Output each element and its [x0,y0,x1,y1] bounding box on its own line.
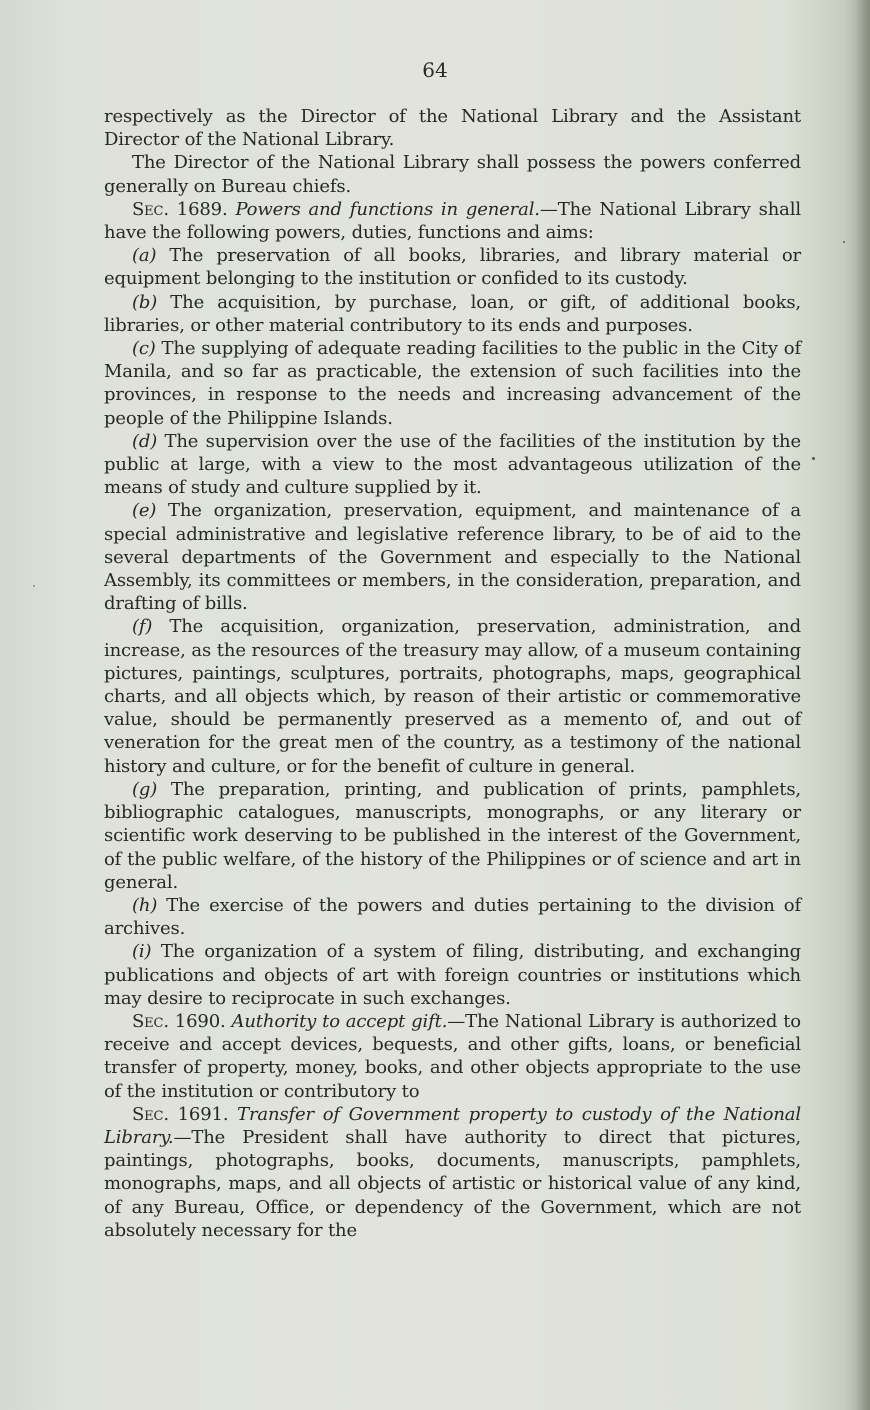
item-text: The preparation, printing, and publication of prints, pamphlets, bibliographic catalogues, manuscripts, monographs, or any literary or scientific work deserving to be published in the interest of the Government, of the public welfare, of the history of the Philippines or of science and art in general. [104,778,801,893]
ink-speck [812,457,815,460]
ink-speck [33,585,35,587]
item-text: The acquisition, by purchase, loan, or gift, of additional books, libraries, or other material contributory to its ends and purposes. [104,291,801,336]
item-label: (i) [132,941,152,963]
item-text: The acquisition, organization, preservation, administration, and increase, as the resources of the treasury may allow, of a museum containing pictures, paintings, sculptures, portraits, photographs, maps, geographical charts, and all objects which, by reason of their artistic or commemorative value, should be permanently preserved as a memento of, and out of veneration for the great men of the country, as a testimony of the national history and culture, or for the benefit of culture in general. [104,616,801,777]
item-label: (g) [132,778,158,800]
item-b [104,291,801,337]
section-heading: Authority to accept gift. [231,1010,448,1032]
item-i [104,940,801,1010]
item-label: (a) [132,245,157,267]
item-label: (d) [132,430,158,452]
paragraph-director-powers [104,151,801,197]
item-label: (b) [132,291,158,313]
item-e [104,499,801,615]
item-label: (c) [132,338,156,360]
page-number: 64 [422,58,448,82]
section-number: Sec. 1690. [132,1010,226,1032]
item-label: (h) [132,894,158,916]
paragraph-text: —The President shall have authority to direct that pictures, paintings, photographs, books, documents, manuscripts, pamphlets, monographs, maps, and all objects of artistic or historical value of any kind, of any Bureau, Office, or dependency of the Government, which are not absolutely necessary for the [104,1126,801,1241]
item-text: The preservation of all books, libraries, and library material or equipment belonging to the institution or confided to its custody. [104,245,801,290]
item-g [104,778,801,894]
section-number: Sec. 1691. [132,1103,229,1125]
item-text: The organization of a system of filing, distributing, and exchanging publications and objects of art with foreign countries or institutions which may desire to reciprocate in such exchanges. [104,941,801,1009]
item-text: The supervision over the use of the facilities of the institution by the public at large, with a view to the most advantageous utilization of the means of study and culture supplied by it. [104,430,801,499]
section-number: Sec. 1689. [132,198,228,220]
paragraph-text: —The National Library shall have the following powers, duties, functions and aims: [104,198,801,244]
section-heading: Transfer of Government property to custody of the National Library. [104,1103,801,1148]
section-1691 [104,1103,801,1242]
section-1690 [104,1010,801,1103]
page-edge-shadow [856,0,870,1410]
paragraph-text: The Director of the National Library shall possess the powers conferred generally on Bureau chiefs. [104,152,801,197]
item-f [104,615,801,777]
section-heading: Powers and functions in general. [235,198,540,220]
paragraph-text: —The National Library is authorized to receive and accept devices, bequests, and other gifts, loans, or beneficial transfer of property, money, books, and other objects appropriate to the use of the institution or contributory to [104,1010,801,1102]
item-c [104,337,801,430]
item-text: The supplying of adequate reading facilities to the public in the City of Manila, and so far as practicable, the extension of such facilities into the provinces, in response to the needs and increasing advancement of the people of the Philippine Islands. [104,338,801,429]
item-text: The exercise of the powers and duties pertaining to the division of archives. [104,894,801,940]
paragraph-continuation [104,105,801,151]
item-d [104,430,801,500]
item-h [104,894,801,940]
item-label: (e) [132,500,157,522]
body-text [104,105,801,1242]
item-label: (f) [132,616,153,638]
item-text: The organization, preservation, equipment, and maintenance of a special administrative and legislative reference library, to be of aid to the several departments of the Government and especially to the National Assembly, its committees or members, in the consideration, preparation, and drafting of bills. [104,500,801,615]
section-1689 [104,198,801,244]
item-a [104,244,801,290]
ink-speck [843,241,845,243]
paragraph-text: respectively as the Director of the National Library and the Assistant Director of the National Library. [104,106,801,151]
